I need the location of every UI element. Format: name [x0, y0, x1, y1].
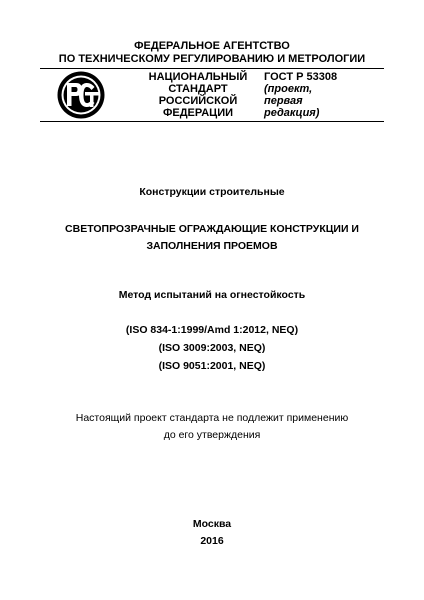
approval-notice-line-2: до его утверждения — [163, 429, 261, 441]
agency-line-1: ФЕДЕРАЛЬНОЕ АГЕНТСТВО — [134, 40, 290, 52]
standard-line: СТАНДАРТ — [168, 83, 228, 95]
standard-line: РОССИЙСКОЙ — [158, 95, 238, 107]
gost-designation-block — [264, 71, 364, 119]
standard-line: НАЦИОНАЛЬНЫЙ — [148, 71, 248, 83]
document-title-line-2: ЗАПОЛНЕНИЯ ПРОЕМОВ — [146, 240, 278, 252]
agency-header — [40, 40, 384, 66]
document-category: Конструкции строительные — [139, 186, 285, 198]
iso-reference: (ISO 3009:2003, NEQ) — [158, 342, 266, 354]
rst-logo-icon — [56, 70, 106, 120]
gost-status-line: первая — [264, 95, 303, 107]
iso-reference: (ISO 834-1:1999/Amd 1:2012, NEQ) — [125, 324, 299, 336]
standard-line: ФЕДЕРАЦИИ — [162, 107, 234, 119]
national-standard-block — [148, 71, 248, 119]
publication-city: Москва — [192, 518, 232, 530]
gost-status-line: (проект, — [264, 83, 313, 95]
approval-notice-line-1: Настоящий проект стандарта не подлежит применению — [75, 412, 349, 424]
publication-year: 2016 — [200, 535, 224, 547]
document-subtitle: Метод испытаний на огнестойкость — [118, 289, 306, 301]
header-divider-bottom — [40, 121, 384, 122]
header-divider-top — [40, 68, 384, 69]
gost-number: ГОСТ Р 53308 — [264, 71, 338, 83]
document-title-line-1: СВЕТОПРОЗРАЧНЫЕ ОГРАЖДАЮЩИЕ КОНСТРУКЦИИ И — [65, 223, 359, 235]
iso-reference: (ISO 9051:2001, NEQ) — [158, 360, 266, 372]
gost-status-line: редакция) — [264, 107, 320, 119]
agency-line-2: ПО ТЕХНИЧЕСКОМУ РЕГУЛИРОВАНИЮ И МЕТРОЛОГИИ — [58, 53, 366, 65]
